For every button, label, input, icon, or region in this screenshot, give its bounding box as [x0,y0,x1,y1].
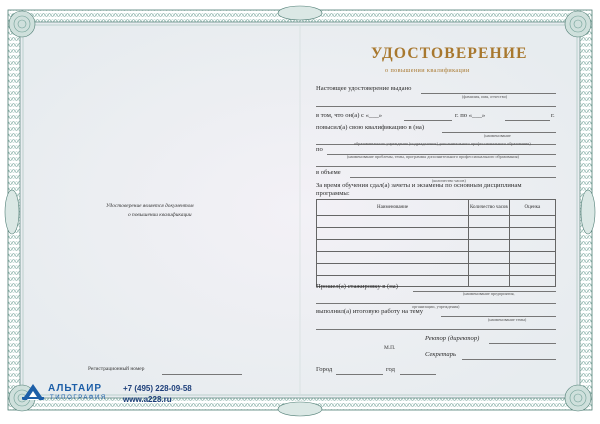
reg-number-label: Регистрационный номер [88,366,145,372]
table-row [317,252,556,264]
phone-number: +7 (495) 228-09-58 [123,384,192,393]
document-title: УДОСТОВЕРЕНИЕ [371,45,528,62]
period-line-2 [505,120,550,121]
table-header-hours: Количество часов [469,200,510,216]
hint-program: (наименование проблемы, темы, программы дополнительного профессионального образования) [347,154,519,159]
table-row [317,240,556,252]
left-note-line-2: о повышении квалификации [128,212,192,218]
exams-line-1: За время обучения сдал(а) зачеты и экзамены по основным дисциплинам [316,182,522,189]
period-year-1: г. по «___» [455,112,486,119]
website-link[interactable]: www.a228.ru [123,395,172,404]
po-label: по [316,146,323,153]
program-line-2 [316,166,556,167]
raised-label: повысил(а) свою квалификацию в (на) [316,124,425,131]
rector-label: Ректор (директор) [425,335,480,342]
hint-hours: (количество часов) [432,178,466,183]
secretary-signature-line [462,359,556,360]
hint-org: организации, учреждения) [412,304,460,309]
left-note-line-1: Удостоверение является документом [106,203,194,209]
document-subtitle: о повышении квалификации [385,67,470,74]
table-row [317,228,556,240]
hint-enterprise: (наименование предприятия, [463,291,515,296]
city-line [336,374,383,375]
reg-number-line [162,374,242,375]
disciplines-table [316,199,556,287]
city-label: Город [316,366,333,373]
year-label: год [386,366,396,373]
period-line-1 [404,120,452,121]
secretary-label: Секретарь [425,351,457,358]
table-row [317,264,556,276]
thesis-label: выполнил(а) итоговую работу на тему [316,308,424,315]
period-year-2: г. [551,112,555,119]
hint-institution: образовательного учреждения (подразделения) дополнительного профессионального образования) [354,141,531,146]
altair-logo-icon [20,382,46,402]
exams-line-2: программы: [316,190,350,197]
hint-name: (наименование [484,133,511,138]
rector-signature-line [489,343,556,344]
year-line [400,374,436,375]
mp-label: М.П. [384,345,396,351]
table-header-grade: Оценка [509,200,555,216]
table-header-name: Наименование [317,200,469,216]
brand-name: АЛЬТАИР [48,383,103,394]
period-label: в том, что он(а) с «___» [316,112,383,119]
table-header-row [317,200,556,216]
brand-subtitle: ТИПОГРАФИЯ [50,395,107,401]
hint-fio: (фамилия, имя, отчество) [462,94,508,99]
table-row [317,216,556,228]
volume-label: в объеме [316,169,341,176]
issued-label: Настоящее удостоверение выдано [316,85,412,92]
issued-line-2 [316,106,556,107]
internship-label: Прошел(а) стажировку в (на) [316,283,398,290]
hint-topic: (наименование темы) [488,317,527,322]
thesis-line-2 [316,329,556,330]
